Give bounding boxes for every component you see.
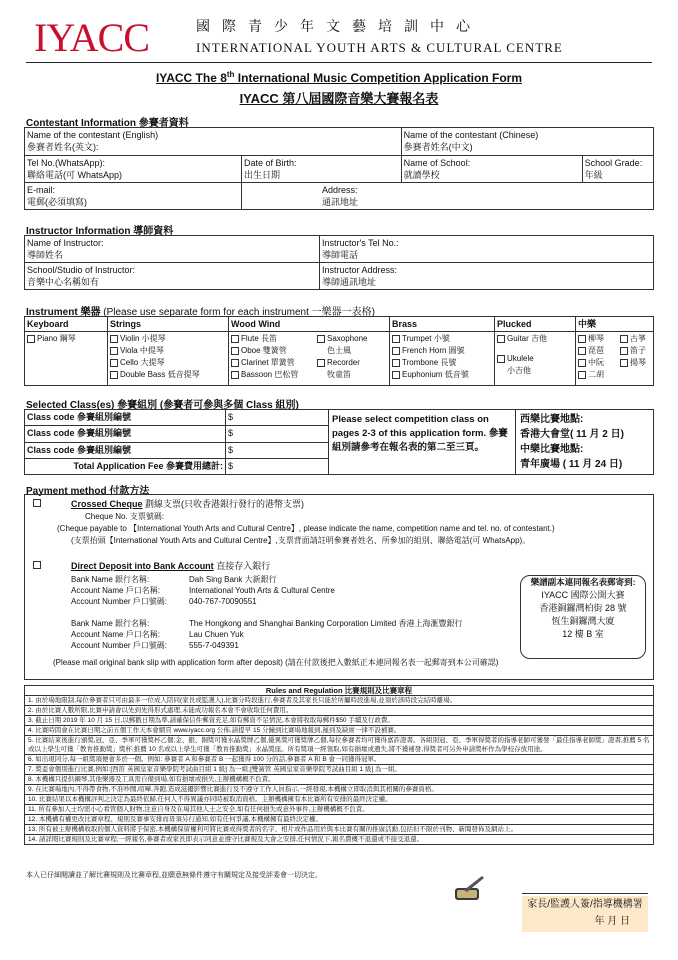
col-chinese: 中樂 [576, 317, 654, 332]
col-keyboard: Keyboard [25, 317, 108, 332]
cheque-option [71, 497, 304, 510]
col-strings: Strings [108, 317, 229, 332]
checkbox[interactable] [317, 335, 325, 343]
checkbox[interactable] [231, 371, 239, 379]
instructor-address-field[interactable]: Instructor Address: 導師通訊地址 [320, 263, 654, 290]
saxophone-cn: 色士風 [327, 346, 351, 355]
grade-field[interactable]: School Grade: 年級 [582, 156, 653, 183]
checkbox[interactable] [578, 371, 586, 379]
deposit-option [71, 559, 270, 572]
checkbox[interactable] [578, 347, 586, 355]
trumpet-option[interactable]: Trumpet 小號 [392, 333, 492, 345]
instrument-table [24, 316, 654, 386]
classes-heading: Selected Class(es) 參賽組別 (參賽者可參與多個 Class 組別) [26, 400, 299, 411]
col-plucked: Plucked [495, 317, 576, 332]
checkbox[interactable] [392, 371, 400, 379]
class-fee-input[interactable]: $ [226, 426, 329, 442]
piano-option[interactable]: Piano 鋼琴 [27, 333, 105, 345]
viola-option[interactable]: Viola 中提琴 [110, 345, 226, 357]
rule-item: 8. 本機構只提供鋼琴,其他樂器及工具需自備到場,如有損壞或損失,主辦機構概不負責。 [25, 775, 654, 785]
checkbox[interactable] [110, 371, 118, 379]
contestant-name-cn-field[interactable]: Name of the contestant (Chinese) 參賽者姓名(中文) [401, 128, 653, 156]
venue1: 香港大會堂( 11 月 2 日) [520, 429, 624, 440]
class-fee-input[interactable]: $ [226, 442, 329, 458]
instructor-heading: Instructor Information 導師資料 [26, 226, 174, 237]
checkbox[interactable] [620, 335, 628, 343]
signature-date: 年 月 日 [594, 916, 630, 927]
venues [516, 410, 654, 475]
title-prefix: IYACC The 8 [155, 71, 227, 85]
rule-item: 2. 由於比賽人數所限,比賽申請會以先到先得形式處理,未能成功報名本會不會收取任何費用。 [25, 706, 654, 716]
brass-options [390, 332, 495, 386]
ukulele-cn: 小吉他 [507, 366, 531, 375]
checkbox[interactable] [497, 335, 505, 343]
payment-heading: Payment method 付款方法 [26, 486, 150, 497]
checkbox[interactable] [578, 335, 586, 343]
bank2-labels: Bank Name 銀行名稱: Account Name 戶口名稱: Account Number 戶口號碼: [71, 619, 168, 650]
school-field[interactable]: Name of School: 就讀學校 [401, 156, 582, 183]
saxophone-option[interactable]: Saxophone [317, 333, 367, 345]
rules-heading: Rules and Regulation 比賽規則及比賽章程 [25, 686, 654, 696]
keyboard-options [25, 332, 108, 386]
ukulele-option[interactable]: Ukulele [497, 353, 573, 365]
deposit-cn: 直接存入銀行 [216, 561, 271, 571]
clarinet-option[interactable]: Clarinet 單簧管 [231, 357, 317, 369]
mailing-address-box [520, 575, 646, 659]
checkbox[interactable] [110, 347, 118, 355]
checkbox[interactable] [231, 335, 239, 343]
liuqin-option[interactable]: 柳琴 [578, 333, 620, 345]
checkbox[interactable] [620, 347, 628, 355]
signature-field[interactable] [522, 896, 648, 932]
guzheng-option[interactable]: 古箏 [620, 333, 646, 345]
bank1-labels: Bank Name 銀行名稱: Account Name 戶口名稱: Account Number 戶口號碼: [71, 575, 168, 606]
checkbox[interactable] [231, 347, 239, 355]
rule-item: 12. 本機構有權更改比賽章程、規則及賽事安排而毋須另行通知,如有任何爭議,本機構擁有最終決定權。 [25, 815, 654, 825]
dizi-option[interactable]: 笛子 [620, 345, 646, 357]
class-code-label: Class code 參賽組別編號 [25, 426, 226, 442]
woodwind-options [229, 332, 390, 386]
checkbox[interactable] [392, 335, 400, 343]
rule-item: 5. 比賽結束後進行頒獎,冠、亞、季軍可獲獎杯乙個;金、銀、銅獎可獲水晶獎牌乙個,優異獎可獲獎牌乙個,每位參賽者均可獲得嘉許證書。各組別冠、亞、季軍得獎者的指導老師可獲發「最佳指導老師獎」證書,推薦 5 名或以上學生可獲「教育推動獎」獎杯;推薦 10 名或以上學生可獲「教育推動獎」水晶獎座。所有獎項一經領取,如有損壞或遺失,將不獲補發,得獎者可另外申請獎杯作為學校存放用途。 [25, 736, 654, 755]
header-rule [26, 62, 652, 63]
rule-item: 4. 比賽時間會在比賽日期之前五個工作天本會網頁 www.iyacc.org 公佈,請提早 15 分鐘到比賽場地報到,遲到及缺席一律不設補賽。 [25, 726, 654, 736]
checkbox[interactable] [578, 359, 586, 367]
rule-item: 13. 所有被主辦機構收取的個人資料將予保密,本機構保留權利可將比賽或得獎者的名字、相片或作品用於與本比賽有關的推廣活動,包括但不限於刊物、新聞發佈及網站上。 [25, 825, 654, 835]
yangqin-option[interactable]: 揚琴 [620, 357, 646, 369]
instructor-tel-field[interactable]: Instructor's Tel No.: 導師電話 [320, 236, 654, 263]
cheque-checkbox[interactable] [33, 499, 41, 507]
checkbox[interactable] [497, 355, 505, 363]
zhongruan-option[interactable]: 中阮 [578, 357, 620, 369]
contestant-name-en-field[interactable]: Name of the contestant (English) 參賽者姓名(英文): [25, 128, 402, 156]
cheque-payable-note: (Cheque payable to 【International Youth Arts and Cultural Centre】, please indicate the name, competition name and tel. no. of contestant.) [57, 524, 555, 533]
instructor-name-field[interactable]: Name of Instructor: 導師姓名 [25, 236, 320, 263]
instructor-studio-field[interactable]: School/Studio of Instructor: 音樂中心名稱如有 [25, 263, 320, 290]
instrument-note: (Please use separate form for each instrument 一樂器一表格) [103, 307, 375, 318]
contestant-table [24, 127, 654, 210]
bank2-values: The Hongkong and Shanghai Banking Corporation Limited 香港上海滙豐銀行 Lau Chuen Yuk 555-7-049391 [189, 619, 463, 650]
euphonium-option[interactable]: Euphonium 低音號 [392, 369, 492, 381]
violin-option[interactable]: Violin 小提琴 [110, 333, 226, 345]
oboe-option[interactable]: Oboe 雙簧管 [231, 345, 317, 357]
logo-text: IYACC [34, 15, 150, 60]
stamp-title: 樂譜副本連同報名表郵寄到: [530, 577, 636, 587]
recorder-option[interactable]: Recorder [317, 357, 367, 369]
col-woodwind: Wood Wind [229, 317, 390, 332]
rule-item: 9. 在比賽場地內,不得帶食物,不准吵鬧,喧嘩,奔跑,造成滋擾影響比賽進行及不遵守工作人員指示,一經發現,本機構立即取消與其相關的參賽資格。 [25, 785, 654, 795]
instructor-table [24, 235, 654, 290]
rule-item: 7. 獎盃會個別進行比賽,例如:[西笛 英國皇家音樂學院考試曲目組 1 級] 為一組;[雙簧管 英國皇家音樂學院考試曲目組 1 級] 為一組。 [25, 765, 654, 775]
rules-table [24, 685, 654, 845]
class-code-label: Class code 參賽組別編號 [25, 442, 226, 458]
dob-field[interactable]: Date of Birth: 出生日期 [242, 156, 402, 183]
bank1-values: Dah Sing Bank 大新銀行 International Youth Arts & Cultural Centre 040-767-70090551 [189, 575, 335, 606]
classes-table [24, 409, 654, 475]
stamp-line: 12 樓 B 室 [562, 629, 604, 639]
title-cn-text: IYACC 第八屆國際音樂大賽報名表 [239, 91, 439, 106]
cheque-cn: 劃線支票(只收香港銀行發行的港幣支票) [145, 499, 305, 509]
signature-line [522, 893, 648, 894]
org-name-cn: 國際青少年文藝培訓中心 [196, 19, 482, 35]
form-title-en [0, 70, 678, 85]
quill-icon [452, 874, 488, 904]
venue2-title: 中樂比賽地點: [520, 444, 584, 455]
deposit-checkbox[interactable] [33, 561, 41, 569]
recorder-cn: 牧童笛 [327, 370, 351, 379]
rule-item: 14. 請詳閱比賽規則及比賽章程;一經報名,參賽者或家長即表示同意並遵守比賽規及大會之安排,任何情況下,報名費概不退還或不接受退還。 [25, 835, 654, 845]
class-fee-input[interactable]: $ [226, 410, 329, 426]
deposit-title: Direct Deposit into Bank Account [71, 561, 214, 571]
strings-options [108, 332, 229, 386]
stamp-line: 香港銅鑼灣柏街 28 號 [539, 603, 627, 613]
stamp-line: 恆生銅鑼灣大廈 [551, 616, 615, 626]
tel-field[interactable]: Tel No.(WhatsApp): 聯絡電話(可 WhatsApp) [25, 156, 242, 183]
rule-item: 11. 所有參加人士均需小心看管個人財物,注意自身及在場其他人士之安全,如有任何損失或意外事件,主辦機構概不負責。 [25, 805, 654, 815]
address-field[interactable]: Address: 通訊地址 [242, 183, 654, 210]
checkbox[interactable] [620, 359, 628, 367]
flute-option[interactable]: Flute 長笛 [231, 333, 317, 345]
form-title-cn [0, 88, 678, 107]
cheque-title: Crossed Cheque [71, 499, 143, 509]
erhu-option[interactable]: 二胡 [578, 369, 620, 381]
double-bass-option[interactable]: Double Bass 低音提琴 [110, 369, 226, 381]
rule-item: 1. 由於場地限制,每位參賽者只可由最多一位成人陪同(家長或監護人),比賽分時段進行,參賽者及其家長只能於所屬時段進場,並須於該時段完結時離場。 [25, 696, 654, 706]
title-sup: th [226, 70, 235, 79]
checkbox[interactable] [392, 359, 400, 367]
rule-item: 3. 截止日期 2019 年 10 月 15 日,以郵戳日期為準,請確保信件郵資充足,如有郵資不足情況,本會將收取每郵件$50 手續及行政費。 [25, 716, 654, 726]
instrument-heading-text: Instrument 樂器 [26, 307, 101, 318]
checkbox[interactable] [317, 359, 325, 367]
french-horn-option[interactable]: French Horn 圓號 [392, 345, 492, 357]
classes-note: Please select competition class on pages 2-3 of this application form. 參賽組別請參考在報名表的第二至三頁。 [329, 410, 516, 475]
email-field[interactable]: E-mail: 電郵(必須填寫) [25, 183, 242, 210]
checkbox[interactable] [110, 335, 118, 343]
logo [34, 6, 644, 64]
org-name-en: INTERNATIONAL YOUTH ARTS & CULTURAL CENTRE [196, 40, 563, 55]
stamp-line: IYACC 國際公開大賽 [541, 590, 625, 600]
trombone-option[interactable]: Trombone 長號 [392, 357, 492, 369]
checkbox[interactable] [27, 335, 35, 343]
cello-option[interactable]: Cello 大提琴 [110, 357, 226, 369]
signature-label: 家長/監護人簽/指導機構署 [527, 899, 643, 910]
cheque-no-field[interactable]: Cheque No. 支票號碼: [85, 512, 165, 521]
cheque-payable-cn: (支票抬頭【International Youth Arts and Cultural Centre】,支票背面請註明參賽者姓名、所參加的組別、聯絡電話(可 WhatsApp)。 [71, 536, 531, 545]
plucked-options [495, 332, 576, 386]
checkbox[interactable] [231, 359, 239, 367]
contestant-heading: Contestant Information 參賽者資料 [26, 118, 189, 129]
col-brass: Brass [390, 317, 495, 332]
rule-item: 10. 比賽結果以本機構評判之決定為最終依歸,任何人不得異議亦同時被取消資格。主辦機構擁有本比賽所有安排的最終決定權。 [25, 795, 654, 805]
checkbox[interactable] [392, 347, 400, 355]
total-fee-input[interactable]: $ [226, 458, 329, 474]
chinese-options [576, 332, 654, 386]
title-suffix: International Music Competition Application Form [234, 71, 523, 85]
total-fee-label: Total Application Fee 參賽費用總計: [25, 458, 226, 474]
agreement-text: 本人已仔細閱讀並了解比賽規則及比賽章程,並願意無條件遵守有關規定及接受評委會一切決定。 [26, 872, 322, 879]
bassoon-option[interactable]: Bassoon 巴松管 [231, 369, 317, 381]
checkbox[interactable] [110, 359, 118, 367]
venue1-title: 西樂比賽地點: [520, 414, 584, 425]
rule-item: 6. 如出現同分,每一組獎項便會多於一個。例如: 參賽者 A 和參賽者 B 一起獲得 100 分的話,參賽者 A 和 B 會一同獲得冠軍。 [25, 755, 654, 765]
mail-note: (Please mail original bank slip with application form after deposit) (請在付款後把入數紙正本連同報名表一起郵寄到本公司確認) [53, 658, 499, 667]
class-code-label: Class code 參賽組別編號 [25, 410, 226, 426]
pipa-option[interactable]: 琵琶 [578, 345, 620, 357]
venue2: 青年廣場 ( 11 月 24 日) [520, 459, 623, 470]
guitar-option[interactable]: Guitar 吉他 [497, 333, 573, 345]
